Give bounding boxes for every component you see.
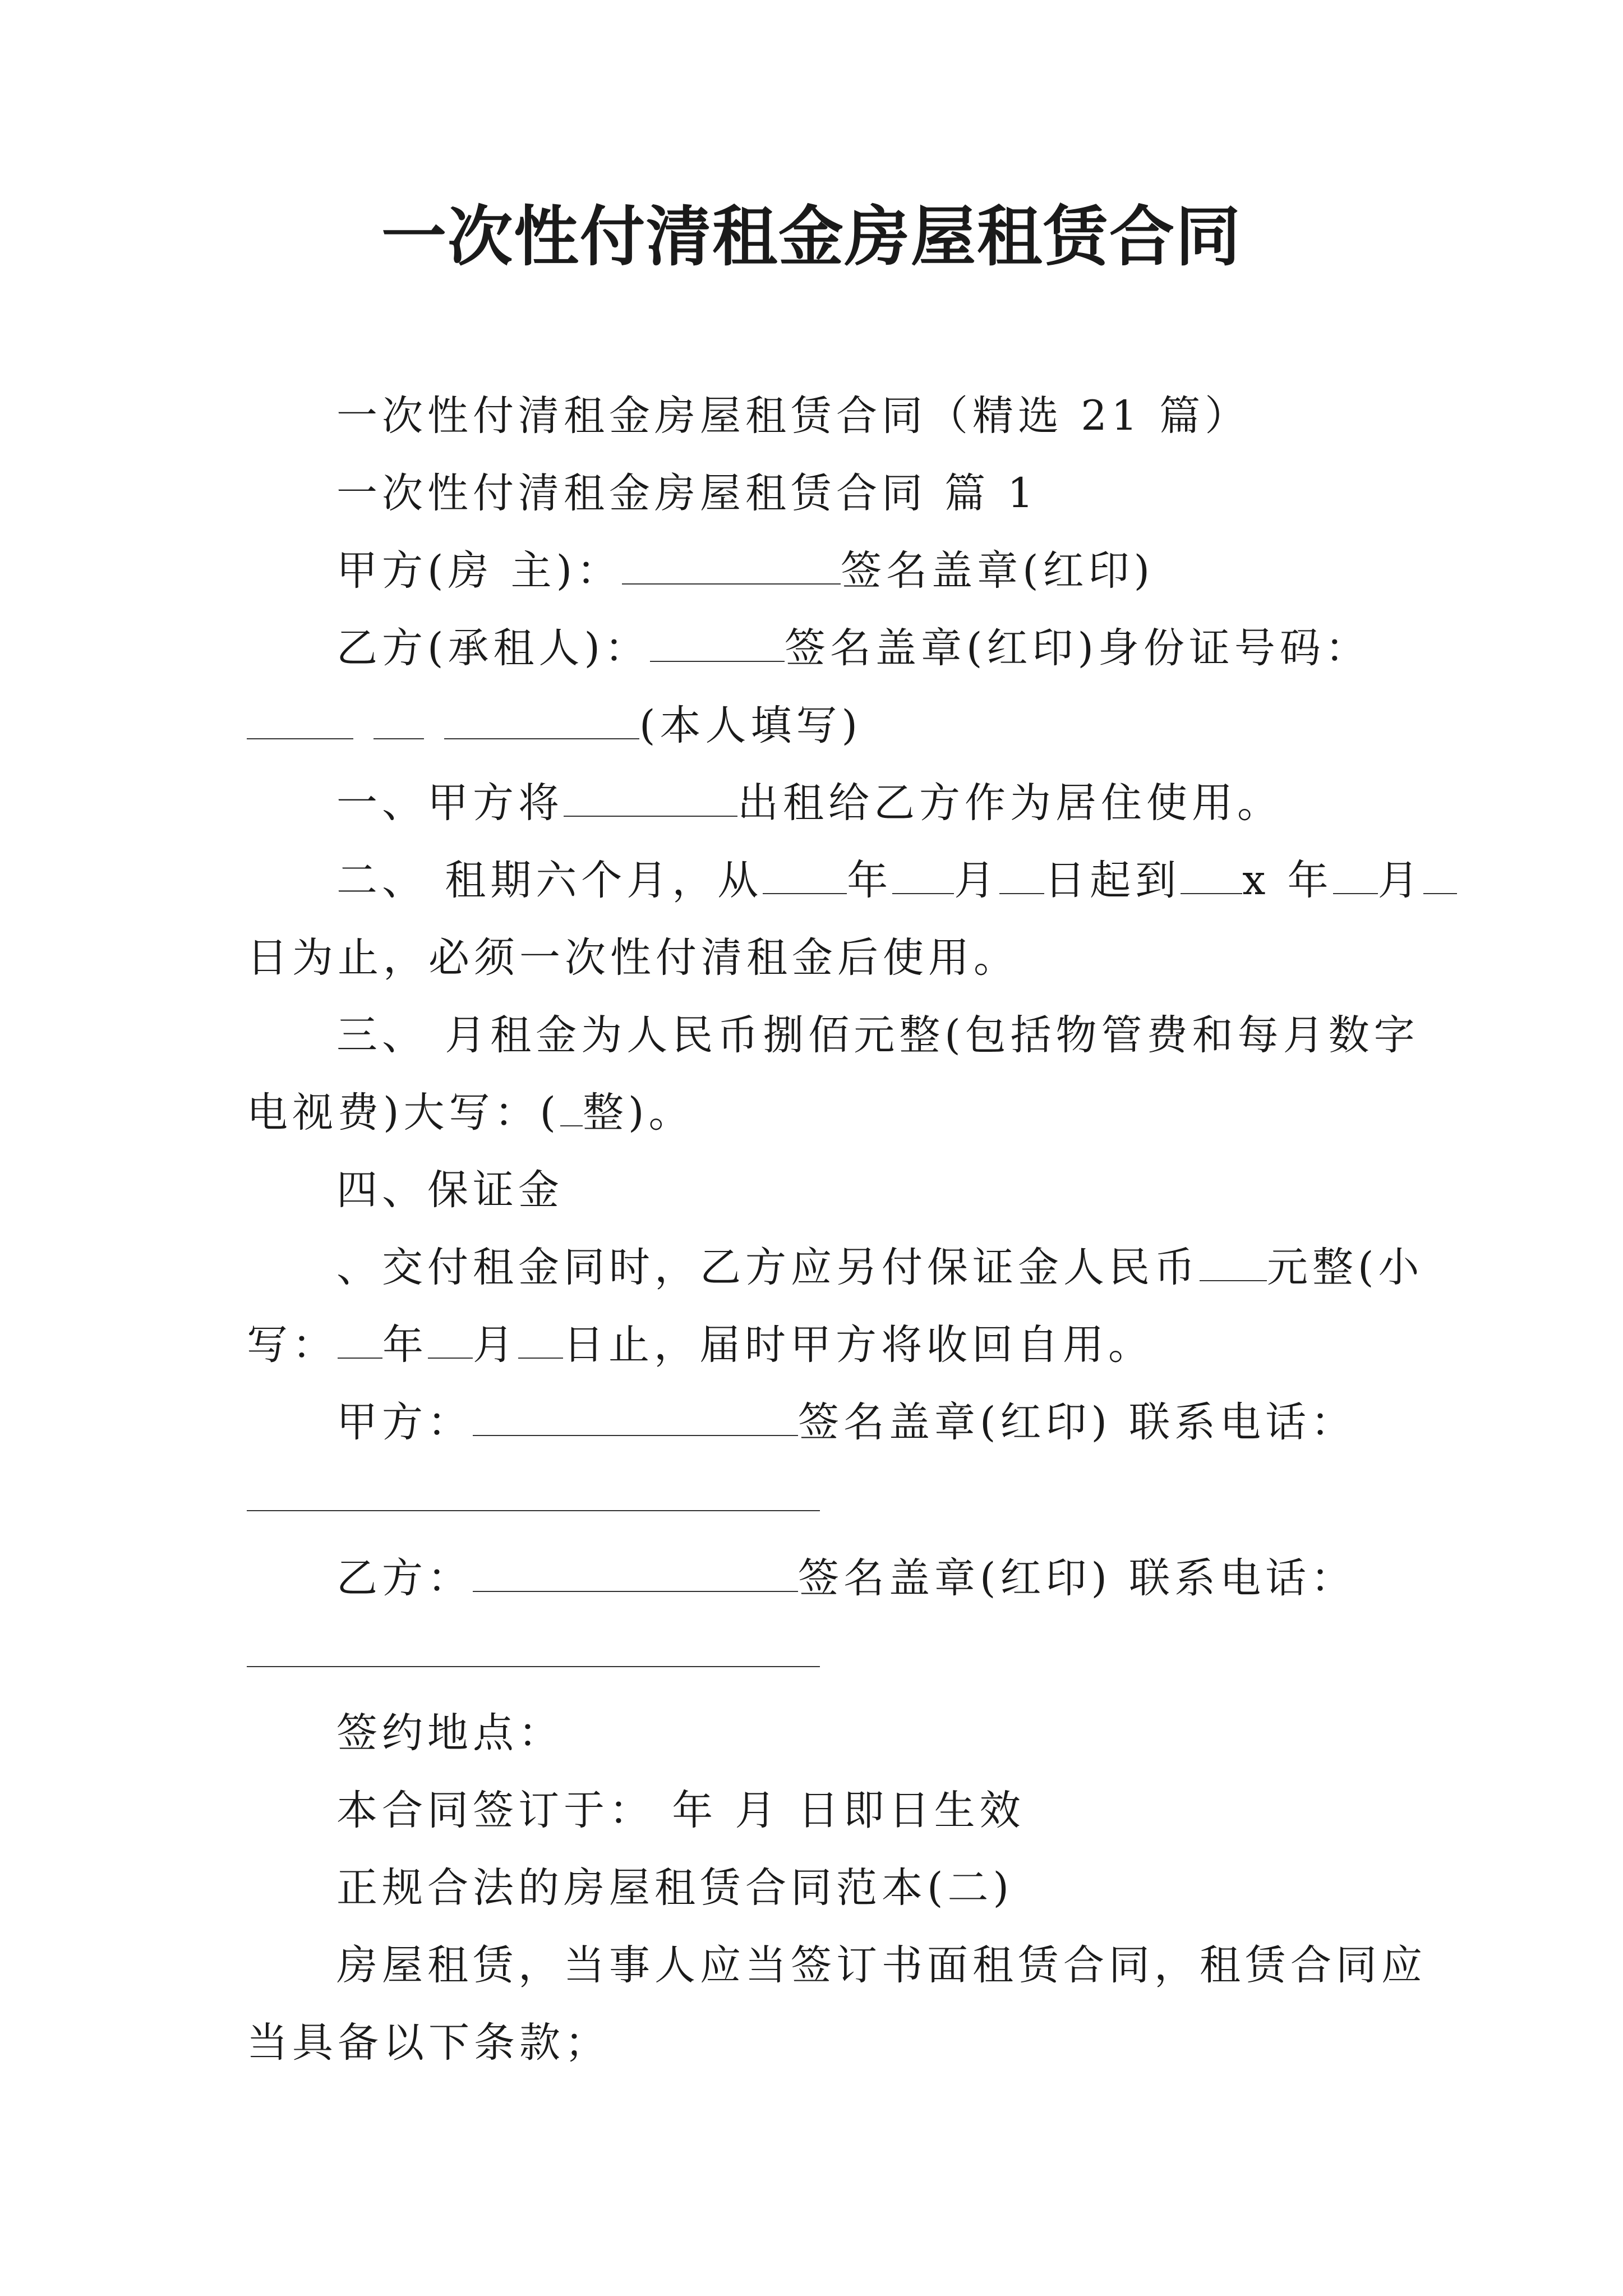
text: 签名盖章(红印) 联系电话：: [798, 1554, 1357, 1602]
text: 一、甲方将: [336, 779, 564, 827]
blank-field: [564, 781, 737, 817]
clause-2: [336, 853, 1457, 909]
party-b-signature: [336, 1550, 1356, 1607]
text: 年: [382, 1321, 428, 1369]
blank-field: [763, 858, 847, 894]
paragraph-line: [336, 1938, 1427, 1994]
text: 出租给乙方作为居住使用。: [737, 779, 1283, 827]
text: 一次性付清租金房屋租赁合同（精选 21 篇）: [336, 392, 1251, 440]
clause-3: [336, 1007, 1419, 1064]
blank-field: [374, 703, 424, 739]
text: 甲方(房 主)：: [336, 547, 623, 595]
clause-3-cont: [247, 1085, 694, 1141]
blank-field: [560, 1091, 583, 1126]
section-heading: [336, 466, 1038, 522]
text: 一次性付清租金房屋租赁合同 篇 1: [336, 470, 1038, 517]
text: 二、 租期六个月，从: [336, 857, 763, 904]
party-a-line: [336, 543, 1154, 599]
blank-field: [650, 626, 785, 662]
text: (本人填写): [639, 702, 862, 749]
deposit-line: [336, 1240, 1423, 1296]
phone-blank-a: [247, 1510, 820, 1511]
blank-field: [1181, 858, 1242, 894]
blank-field: [338, 1323, 382, 1359]
text: 写：: [247, 1321, 338, 1369]
text: 本合同签订于： 年 月 日即日生效: [336, 1787, 1025, 1834]
text: 年: [847, 857, 893, 904]
text: 当具备以下条款；: [247, 2019, 610, 2067]
text: 元整(小: [1267, 1244, 1424, 1291]
effective-date: [336, 1783, 1025, 1839]
text: 日止，届时甲方将收回自用。: [563, 1321, 1154, 1369]
id-number-line: [247, 698, 862, 754]
blank-field: [1200, 1245, 1267, 1281]
text: 签约地点：: [336, 1709, 564, 1757]
text: 乙方(承租人)：: [336, 624, 650, 672]
text: 正规合法的房屋租赁合同范本(二): [336, 1864, 1013, 1912]
blank-field: [444, 703, 639, 739]
text: 四、保证金: [336, 1166, 564, 1214]
clause-4-heading: [336, 1162, 564, 1218]
blank-field: [892, 858, 954, 894]
subtitle-line: [336, 388, 1250, 444]
phone-blank-b: [247, 1666, 820, 1667]
text: 整)。: [582, 1089, 694, 1137]
text: 甲方：: [336, 1398, 473, 1446]
clause-2-cont: [247, 930, 1019, 986]
party-b-line: [336, 620, 1371, 677]
blank-field: [473, 1400, 798, 1436]
text: 月: [473, 1321, 518, 1369]
deposit-line-cont: [247, 1317, 1154, 1373]
blank-field: [518, 1323, 563, 1359]
section-heading-2: [336, 1860, 1013, 1916]
party-a-signature: [336, 1395, 1356, 1451]
text: 房屋租赁，当事人应当签订书面租赁合同，租赁合同应: [336, 1941, 1427, 1989]
text: 日起到: [1044, 857, 1181, 904]
text: 电视费)大写：(: [247, 1089, 560, 1137]
blank-field: [247, 703, 353, 739]
text: 乙方：: [336, 1554, 473, 1602]
text: x 年: [1242, 857, 1333, 904]
text: 日为止，必须一次性付清租金后使用。: [247, 934, 1019, 982]
blank-field: [428, 1323, 473, 1359]
blank-field: [622, 549, 841, 585]
text: 月: [954, 857, 1000, 904]
document-title: 一次性付清租金房屋租赁合同: [381, 199, 1242, 275]
text: 签名盖章(红印): [841, 547, 1155, 595]
text: 签名盖章(红印)身份证号码：: [784, 624, 1371, 672]
paragraph-line-cont: [247, 2015, 610, 2071]
text: 、交付租金同时，乙方应另付保证金人民币: [336, 1244, 1200, 1291]
blank-field: [1423, 858, 1457, 894]
text: 签名盖章(红印) 联系电话：: [798, 1398, 1357, 1446]
blank-field: [999, 858, 1044, 894]
text: 月: [1377, 857, 1423, 904]
blank-field: [1333, 858, 1378, 894]
signing-place: [336, 1705, 564, 1761]
text: 三、 月租金为人民币捌佰元整(包括物管费和每月数字: [336, 1011, 1419, 1059]
blank-field: [473, 1556, 798, 1592]
clause-1: [336, 775, 1283, 831]
